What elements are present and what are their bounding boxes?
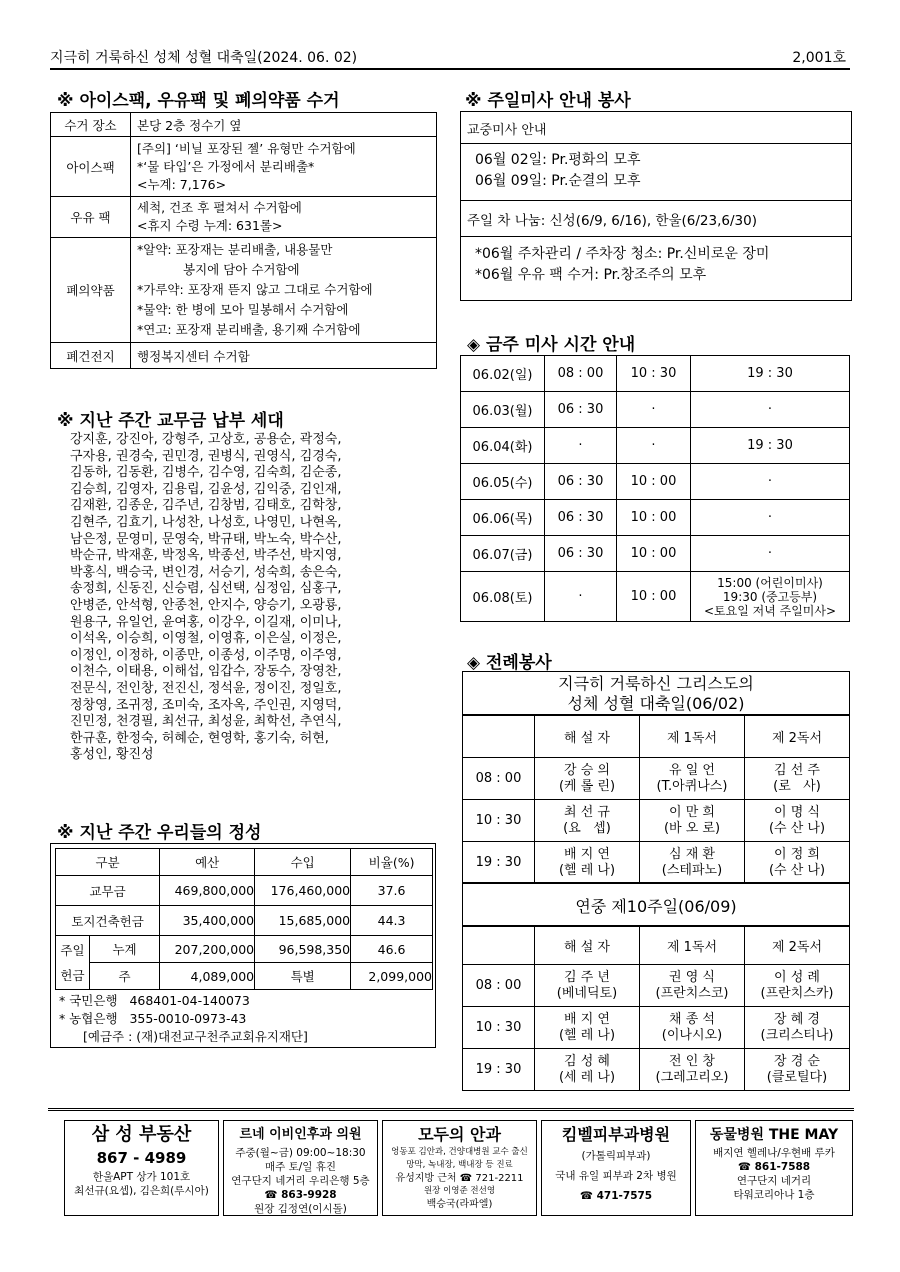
finance-special-label: 특별 xyxy=(255,963,351,990)
mass-time: · xyxy=(691,500,850,536)
liturgy-minister: 배 지 연 (헬 레 나) xyxy=(535,1007,640,1049)
liturgy-table-2 xyxy=(462,926,850,1091)
guide-box xyxy=(460,111,852,301)
donor-line: 남은정, 문영미, 문영숙, 박규태, 박노숙, 박수산, xyxy=(70,531,342,547)
mass-time: · xyxy=(617,392,691,428)
mass-row xyxy=(461,536,850,572)
liturgy-row xyxy=(463,758,850,800)
recycle-title: ※ 아이스팩, 우유팩 및 폐의약품 수거 xyxy=(57,91,340,111)
liturgy-minister: 이 명 식 (수 산 나) xyxy=(745,800,850,842)
liturgy-minister: 전 인 창 (그레고리오) xyxy=(640,1049,745,1091)
liturgy-minister: 최 선 규 (요 셉) xyxy=(535,800,640,842)
finance-label: 교무금 xyxy=(56,876,160,906)
finance-header: 비율(%) xyxy=(351,849,433,876)
liturgy-heading-1: 지극히 거룩하신 그리스도의 성체 성혈 대축일(06/02) xyxy=(462,671,850,715)
mass-time: 06 : 30 xyxy=(545,464,617,500)
footer-divider xyxy=(48,1108,854,1111)
guide-schedule: 06월 02일: Pr.평화의 모후 06월 09일: Pr.순결의 모후 xyxy=(461,144,851,201)
recycle-key: 폐의약품 xyxy=(51,238,131,343)
liturgy-col: 제 2독서 xyxy=(745,927,850,965)
liturgy-time: 10 : 30 xyxy=(463,800,535,842)
finance-budget: 35,400,000 xyxy=(160,906,255,936)
mass-time: 10 : 00 xyxy=(617,464,691,500)
mass-time: 19 : 30 xyxy=(691,356,850,392)
ad-dermatology: 킴벨피부과병원 (가톨릭피부과) 국내 유일 피부과 2차 병원 ☎ 471-7575 xyxy=(541,1120,691,1216)
liturgy-minister: 장 경 순 (클로틸다) xyxy=(745,1049,850,1091)
mass-time: · xyxy=(545,572,617,622)
liturgy-minister: 김 성 혜 (세 레 나) xyxy=(535,1049,640,1091)
liturgy-row xyxy=(463,965,850,1007)
guide-title: ※ 주일미사 안내 봉사 xyxy=(465,91,631,111)
finance-ratio: 46.6 xyxy=(351,936,433,963)
liturgy-minister: 이 만 희 (바 오 로) xyxy=(640,800,745,842)
mass-table xyxy=(460,355,850,622)
donor-line: 김승희, 김영자, 김용립, 김윤성, 김익중, 김인재, xyxy=(70,481,342,497)
mass-date: 06.03(월) xyxy=(461,392,545,428)
finance-table xyxy=(55,848,433,990)
liturgy-minister: 심 재 환 (스테파노) xyxy=(640,842,745,884)
donor-line: 박홍식, 백승국, 변인경, 서승기, 성숙희, 송은숙, xyxy=(70,564,342,580)
mass-time: 15:00 (어린이미사) 19:30 (중고등부) <토요일 저녁 주일미사> xyxy=(691,572,850,622)
donor-line: 박순규, 박재훈, 박정옥, 박종선, 박주선, 박지영, xyxy=(70,548,342,564)
finance-title: ※ 지난 주간 우리들의 정성 xyxy=(57,823,262,843)
ad-animal-hospital: 동물병원 THE MAY 배지연 헬레나/우현배 루카 ☎ 861-7588 연구단지 네거리 타워코리아나 1층 xyxy=(695,1120,853,1216)
mass-time: 10 : 00 xyxy=(617,536,691,572)
ad-eye-clinic: 모두의 안과 엉동포 김안과, 건양대병원 교수 출신 망막, 녹내장, 백내장 등 진료 유성지방 근처 ☎ 721-2211 원장 이영준 전선영 백승국(라파엘) xyxy=(382,1120,537,1216)
liturgy-time: 19 : 30 xyxy=(463,1049,535,1091)
issue-number: 2,001호 xyxy=(792,50,846,66)
sunday-offering-label: 주일 헌금 xyxy=(56,936,90,990)
finance-budget: 207,200,000 xyxy=(160,936,255,963)
liturgy-minister: 채 종 석 (이나시오) xyxy=(640,1007,745,1049)
mass-time: · xyxy=(617,428,691,464)
page-header xyxy=(50,40,850,70)
donor-line: 김재환, 김종운, 김주년, 김창범, 김태호, 김학창, xyxy=(70,498,342,514)
donors-title: ※ 지난 주간 교무금 납부 세대 xyxy=(57,411,284,431)
mass-row xyxy=(461,428,850,464)
mass-date: 06.04(화) xyxy=(461,428,545,464)
liturgy-minister: 유 일 언 (T.아퀴나스) xyxy=(640,758,745,800)
mass-title: ◈ 금주 미사 시간 안내 xyxy=(467,335,636,355)
donor-line: 이천수, 이태용, 이해섭, 임갑수, 장동수, 장영찬, xyxy=(70,664,342,680)
recycle-value: 행정복지센터 수거함 xyxy=(131,343,437,369)
donor-line: 원용구, 유일언, 윤여홍, 이강우, 이길재, 이미나, xyxy=(70,614,342,630)
donor-line: 이정인, 이정하, 이종만, 이종성, 이주명, 이주영, xyxy=(70,647,342,663)
liturgy-time: 08 : 00 xyxy=(463,965,535,1007)
liturgy-minister: 김 주 년 (베네딕토) xyxy=(535,965,640,1007)
mass-date: 06.02(일) xyxy=(461,356,545,392)
donor-line: 진민정, 천경필, 최선규, 최성윤, 최학선, 추연식, xyxy=(70,714,342,730)
mass-date: 06.05(수) xyxy=(461,464,545,500)
donor-line: 김동하, 김동환, 김병수, 김수영, 김숙희, 김순종, xyxy=(70,465,342,481)
bank-info: * 국민은행 468401-04-140073 * 농협은행 355-0010-0973-43 [예금주 : (재)대전교구천주교회유지재단] xyxy=(59,993,308,1044)
mass-time: 06 : 30 xyxy=(545,500,617,536)
liturgy-minister: 강 승 의 (케 롤 린) xyxy=(535,758,640,800)
mass-time: · xyxy=(545,428,617,464)
mass-time: 06 : 30 xyxy=(545,536,617,572)
mass-date: 06.07(금) xyxy=(461,536,545,572)
finance-budget: 4,089,000 xyxy=(160,963,255,990)
mass-date: 06.08(토) xyxy=(461,572,545,622)
finance-income: 96,598,350 xyxy=(255,936,351,963)
recycle-table xyxy=(50,112,437,369)
mass-time: 08 : 00 xyxy=(545,356,617,392)
recycle-key: 우유 팩 xyxy=(51,197,131,238)
liturgy-minister: 권 영 식 (프란치스코) xyxy=(640,965,745,1007)
guide-subtitle: 교중미사 안내 xyxy=(461,112,851,144)
finance-header: 예산 xyxy=(160,849,255,876)
liturgy-minister: 김 선 주 (로 사) xyxy=(745,758,850,800)
finance-special: 2,099,000 xyxy=(351,963,433,990)
ad-realestate: 삼 성 부동산 867 - 4989 한울APT 상가 101호 최선규(요셉), 김은희(루시아) xyxy=(64,1120,219,1216)
finance-label: 누계 xyxy=(90,936,160,963)
finance-label: 토지건축헌금 xyxy=(56,906,160,936)
liturgy-time: 19 : 30 xyxy=(463,842,535,884)
donor-line: 안병준, 안석형, 안종천, 안지수, 양승기, 오광룡, xyxy=(70,597,342,613)
mass-time: 10 : 30 xyxy=(617,356,691,392)
mass-row xyxy=(461,356,850,392)
recycle-key: 수거 장소 xyxy=(51,113,131,137)
liturgy-heading-2: 연중 제10주일(06/09) xyxy=(462,882,850,926)
mass-time: 19 : 30 xyxy=(691,428,850,464)
recycle-value: 본당 2층 정수기 옆 xyxy=(131,113,437,137)
donor-line: 정창영, 조귀정, 조미숙, 조자옥, 주인권, 지영덕, xyxy=(70,697,342,713)
finance-label: 주 xyxy=(90,963,160,990)
recycle-value: 세척, 건조 후 펼쳐서 수거함에 <휴지 수령 누계: 631롤> xyxy=(131,197,437,238)
mass-row xyxy=(461,500,850,536)
liturgy-col: 해 설 자 xyxy=(535,716,640,758)
donor-line: 송정희, 신동진, 신승렴, 심선택, 심정임, 심홍구, xyxy=(70,581,342,597)
mass-time: · xyxy=(691,536,850,572)
liturgy-minister: 이 정 희 (수 산 나) xyxy=(745,842,850,884)
mass-time: · xyxy=(691,392,850,428)
donor-line: 한규훈, 한정숙, 허혜순, 현영학, 홍기숙, 허현, xyxy=(70,730,329,746)
liturgy-minister: 장 혜 경 (크리스티나) xyxy=(745,1007,850,1049)
donor-line: 전문식, 전인창, 전진신, 정석윤, 정이진, 정일호, xyxy=(70,680,342,696)
finance-header: 수입 xyxy=(255,849,351,876)
recycle-key: 폐건전지 xyxy=(51,343,131,369)
liturgy-col: 제 1독서 xyxy=(640,716,745,758)
mass-time: 10 : 00 xyxy=(617,572,691,622)
mass-time: 06 : 30 xyxy=(545,392,617,428)
liturgy-minister: 배 지 연 (헬 레 나) xyxy=(535,842,640,884)
liturgy-row xyxy=(463,800,850,842)
guide-notes: *06월 주차관리 / 주차장 청소: Pr.신비로운 장미 *06월 우유 팩 수거: Pr.창조주의 모후 xyxy=(475,246,770,283)
liturgy-time: 08 : 00 xyxy=(463,758,535,800)
bulletin-title: 지극히 거룩하신 성체 성혈 대축일(2024. 06. 02) xyxy=(50,50,358,66)
liturgy-row xyxy=(463,1049,850,1091)
donor-line: 김현주, 김효기, 나성찬, 나성호, 나영민, 나현옥, xyxy=(70,514,342,530)
donor-list xyxy=(70,432,440,764)
finance-income: 176,460,000 xyxy=(255,876,351,906)
mass-date: 06.06(목) xyxy=(461,500,545,536)
liturgy-time: 10 : 30 xyxy=(463,1007,535,1049)
donor-line: 강지훈, 강진아, 강형주, 고상호, 공용순, 곽정숙, xyxy=(70,432,342,447)
mass-row xyxy=(461,464,850,500)
finance-header: 구분 xyxy=(56,849,160,876)
liturgy-table-1 xyxy=(462,715,850,884)
mass-row xyxy=(461,392,850,428)
liturgy-col: 제 2독서 xyxy=(745,716,850,758)
recycle-value: *알약: 포장재는 분리배출, 내용물만 봉지에 담아 수거함에 *가루약: 포장재 뜯지 않고 그대로 수거함에 *물약: 한 병에 모아 밀봉해서 수거함에 *연고: 포장재 분리배출, 용기째 수거함에 xyxy=(131,238,437,343)
recycle-key: 아이스팩 xyxy=(51,137,131,197)
donor-line: 홍성인, 황진성 xyxy=(70,747,154,763)
car-share: 주일 차 나눔: 신성(6/9, 6/16), 한울(6/23,6/30) xyxy=(461,201,851,237)
liturgy-row xyxy=(463,842,850,884)
finance-ratio: 44.3 xyxy=(351,906,433,936)
ad-ent-clinic: 르네 이비인후과 의원 주중(월~금) 09:00~18:30 매주 토/일 휴진 연구단지 네거리 우리은행 5층 ☎ 863-9928 원장 김정연(이시돌) xyxy=(223,1120,378,1216)
donor-line: 이석옥, 이승희, 이영철, 이영휴, 이은실, 이정은, xyxy=(70,631,342,647)
mass-time: · xyxy=(691,464,850,500)
finance-ratio: 37.6 xyxy=(351,876,433,906)
mass-time: 10 : 00 xyxy=(617,500,691,536)
liturgy-col: 해 설 자 xyxy=(535,927,640,965)
donor-line: 구자용, 권경숙, 권민경, 권병식, 권영식, 김경숙, xyxy=(70,448,342,464)
finance-income: 15,685,000 xyxy=(255,906,351,936)
liturgy-col: 제 1독서 xyxy=(640,927,745,965)
finance-budget: 469,800,000 xyxy=(160,876,255,906)
liturgy-row xyxy=(463,1007,850,1049)
recycle-value: [주의] ‘비닐 포장된 젤’ 유형만 수거함에 *‘물 타입’은 가정에서 분리배출* <누계: 7,176> xyxy=(131,137,437,197)
liturgy-minister: 이 성 례 (프란치스카) xyxy=(745,965,850,1007)
liturgy-title: ◈ 전례봉사 xyxy=(467,653,552,673)
finance-box xyxy=(50,843,436,1048)
